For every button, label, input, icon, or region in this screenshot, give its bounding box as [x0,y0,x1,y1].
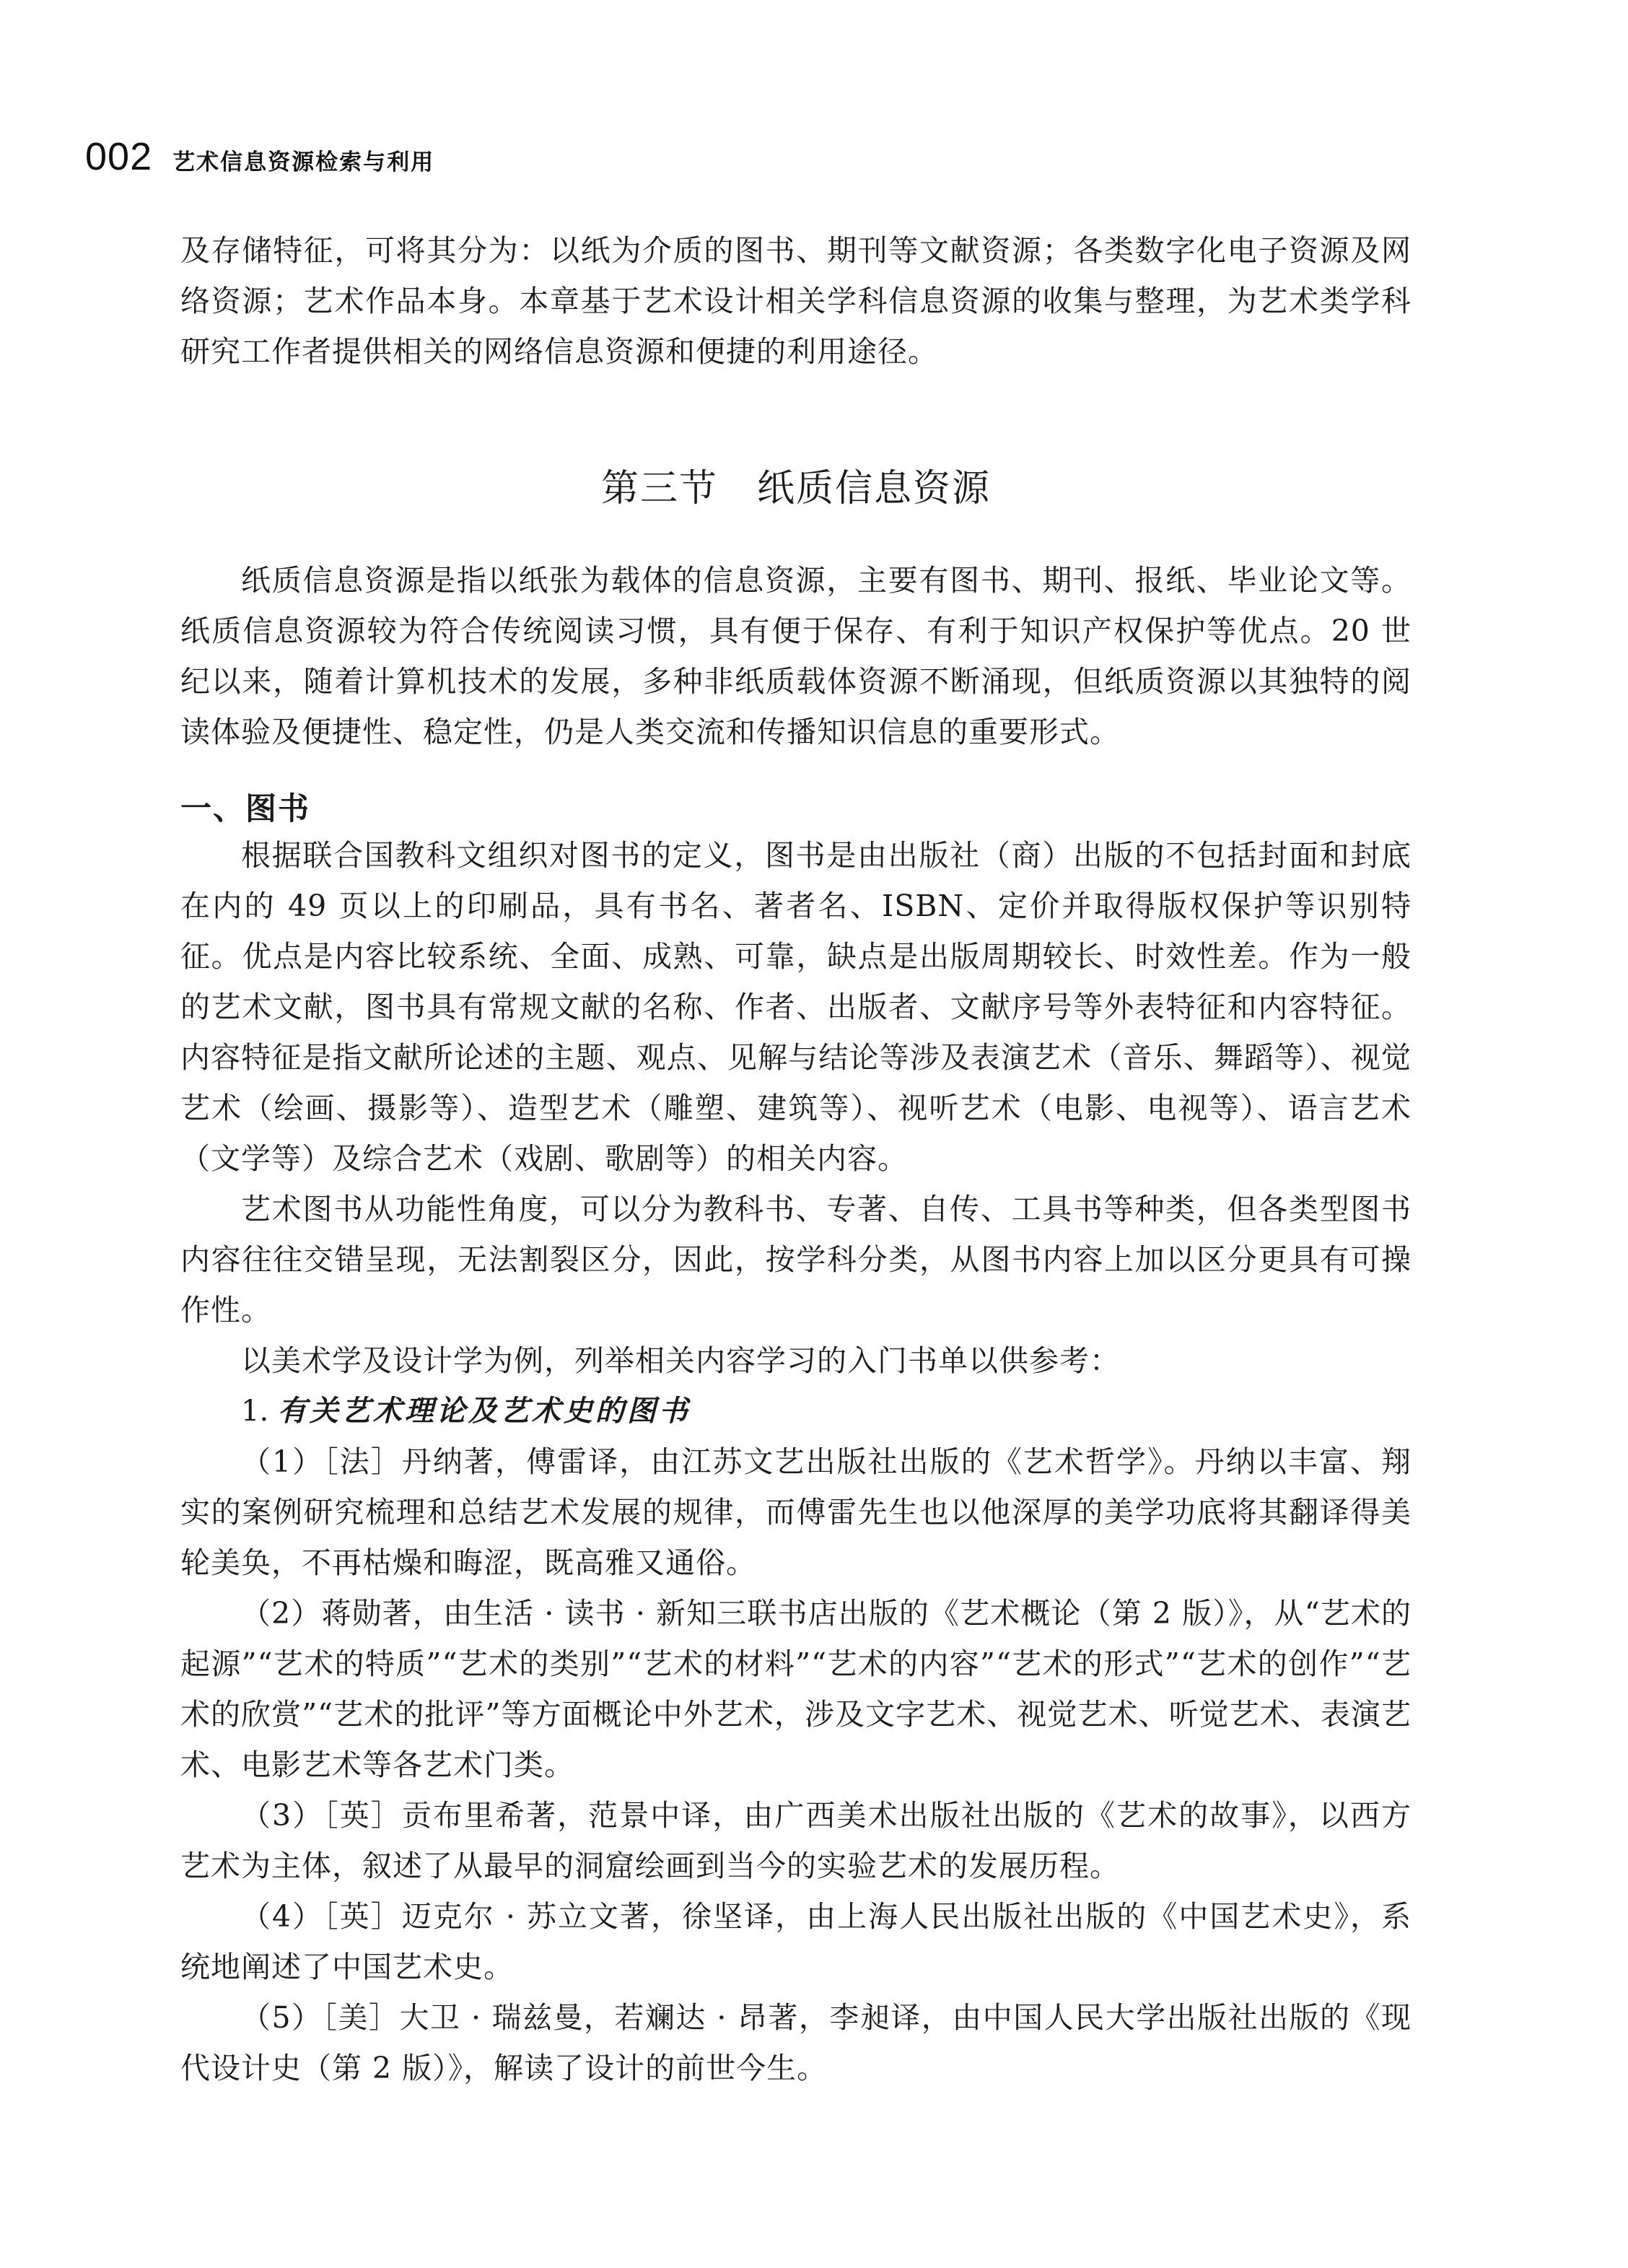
page-number: 002 [85,135,153,178]
list-heading-text: 有关艺术理论及艺术史的图书 [277,1394,691,1428]
books-paragraph-definition: 根据联合国教科文组织对图书的定义，图书是由出版社（商）出版的不包括封面和封底在内的 49 页以上的印刷品，具有书名、著者名、ISBN、定价并取得版权保护等识别特征。优点是内容比较系统、全面、成熟、可靠，缺点是出版周期较长、时效性差。作为一般的艺术文献，图书具有常规文献的名称、作者、出版者、文献序号等外表特征和内容特征。内容特征是指文献所论述的主题、观点、见解与结论等涉及表演艺术（音乐、舞蹈等）、视觉艺术（绘画、摄影等）、造型艺术（雕塑、建筑等）、视听艺术（电影、电视等）、语言艺术（文学等）及综合艺术（戏剧、歌剧等）的相关内容。 [180,838,1412,1176]
book-entry: （5）［美］大卫 · 瑞兹曼，若斓达 · 昂著，李昶译，由中国人民大学出版社出版的《现代设计史（第 2 版）》，解读了设计的前世今生。 [180,2000,1412,2085]
section-paragraph: 纸质信息资源是指以纸张为载体的信息资源，主要有图书、期刊、报纸、毕业论文等。纸质信息资源较为符合传统阅读习惯，具有便于保存、有利于知识产权保护等优点。20 世纪以来，随着计算机技术的发展，多种非纸质载体资源不断涌现，但纸质资源以其独特的阅读体验及便捷性、稳定性，仍是人类交流和传播知识信息的重要形式。 [180,563,1412,749]
list-heading-number: 1. [241,1395,269,1428]
page-body [180,225,1412,2093]
book-entry: （1）［法］丹纳著，傅雷译，由江苏文艺出版社出版的《艺术哲学》。丹纳以丰富、翔实的案例研究梳理和总结艺术发展的规律，而傅雷先生也以他深厚的美学功底将其翻译得美轮美奂，不再枯燥和晦涩，既高雅又通俗。 [180,1444,1412,1580]
intro-paragraph: 及存储特征，可将其分为：以纸为介质的图书、期刊等文献资源；各类数字化电子资源及网络资源；艺术作品本身。本章基于艺术设计相关学科信息资源的收集与整理，为艺术类学科研究工作者提供相关的网络信息资源和便捷的利用途径。 [180,233,1412,369]
books-paragraph-example: 以美术学及设计学为例，列举相关内容学习的入门书单以供参考： [241,1343,1120,1378]
book-entry: （2）蒋勋著，由生活 · 读书 · 新知三联书店出版的《艺术概论（第 2 版）》，从“艺术的起源”“艺术的特质”“艺术的类别”“艺术的材料”“艺术的内容”“艺术的形式”“艺术的创作”“艺术的欣赏”“艺术的批评”等方面概论中外艺术，涉及文字艺术、视觉艺术、听觉艺术、表演艺术、电影艺术等各艺术门类。 [180,1596,1412,1782]
books-paragraph-types: 艺术图书从功能性角度，可以分为教科书、专著、自传、工具书等种类，但各类型图书内容往往交错呈现，无法割裂区分，因此，按学科分类，从图书内容上加以区分更具有可操作性。 [180,1192,1412,1327]
subsection-title: 一、图书 [180,791,310,827]
running-header [85,134,434,179]
list-heading [180,1386,1412,1436]
book-title: 艺术信息资源检索与利用 [172,149,435,175]
section-title: 第三节 纸质信息资源 [600,467,991,510]
book-entry: （4）［英］迈克尔 · 苏立文著，徐坚译，由上海人民出版社出版的《中国艺术史》，系统地阐述了中国艺术史。 [180,1899,1412,1984]
book-entry: （3）［英］贡布里希著，范景中译，由广西美术出版社出版的《艺术的故事》，以西方艺术为主体，叙述了从最早的洞窟绘画到当今的实验艺术的发展历程。 [180,1798,1412,1883]
